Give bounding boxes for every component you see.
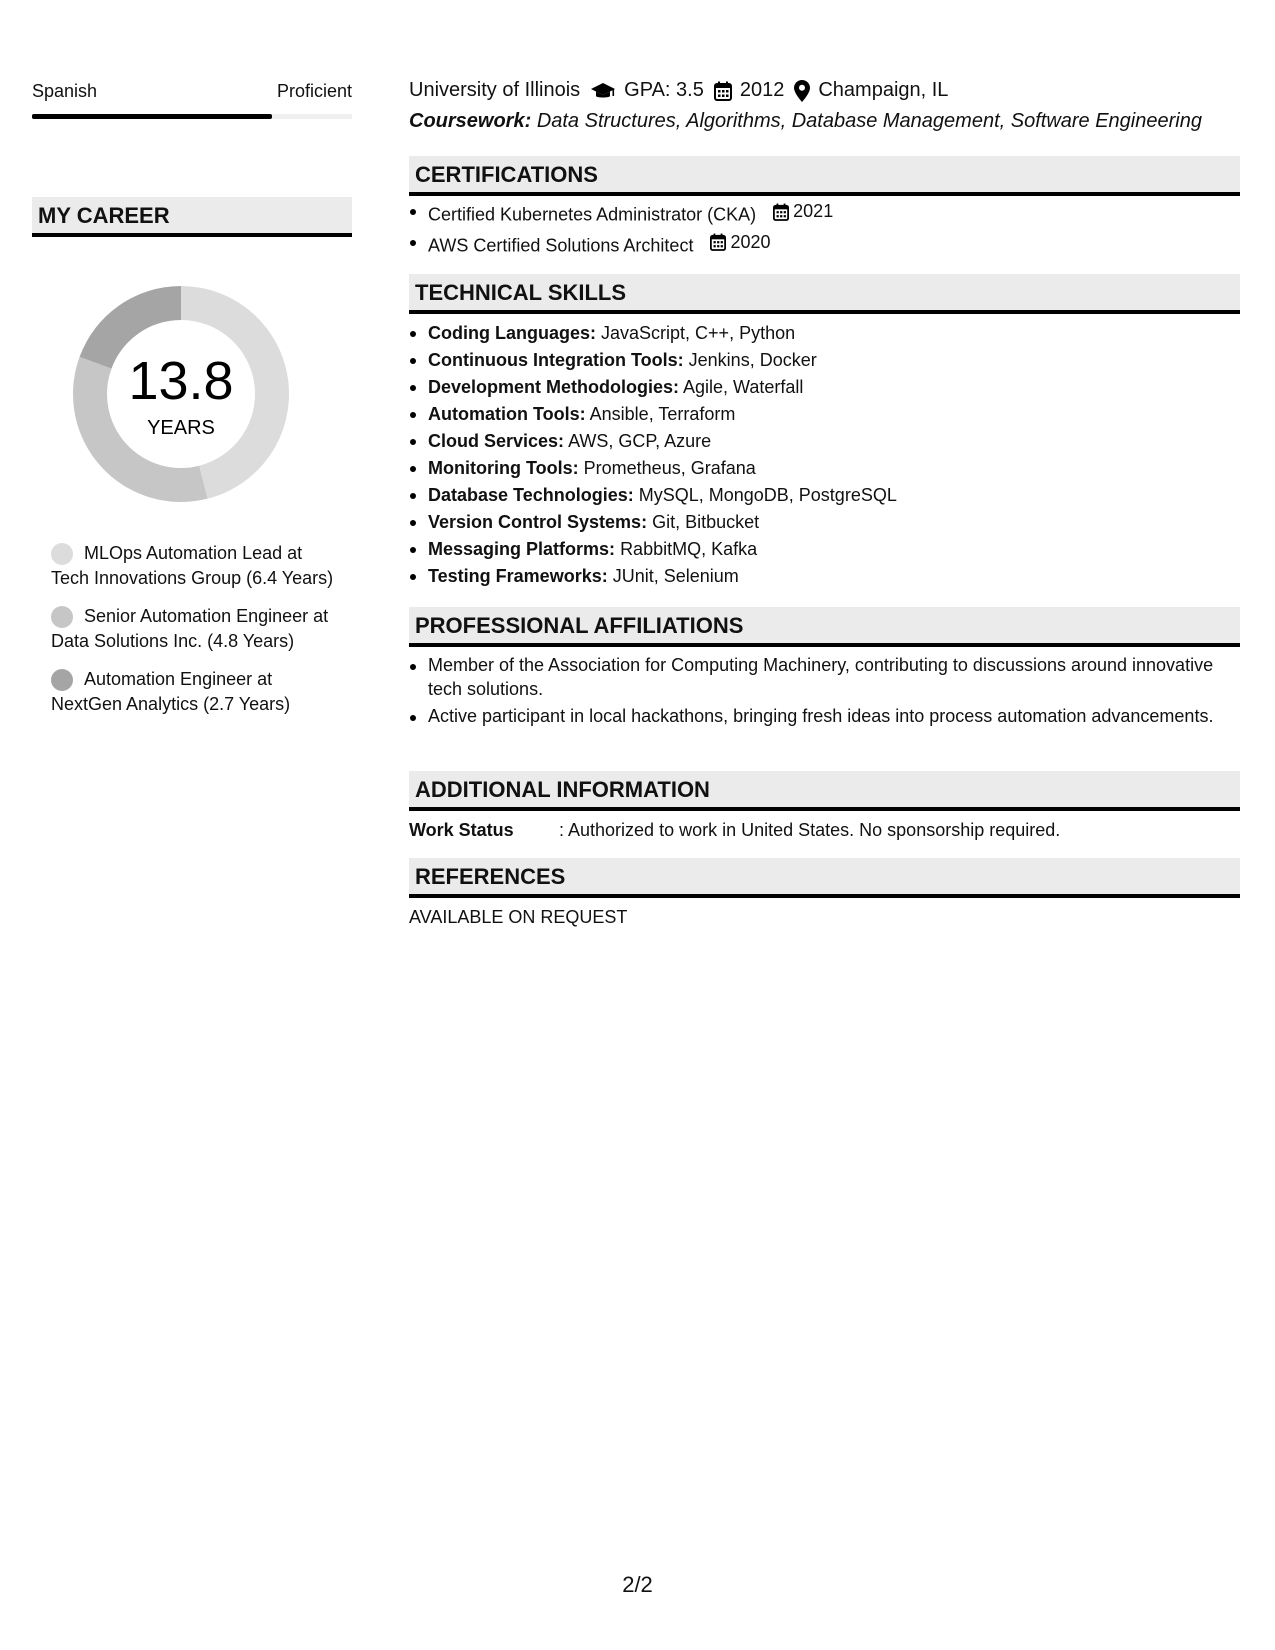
career-role-text: Senior Automation Engineer at Data Solutions Inc. (4.8 Years) bbox=[51, 606, 329, 651]
skill-value: Agile, Waterfall bbox=[683, 377, 804, 397]
certification-year: 2020 bbox=[730, 231, 771, 252]
certification-item bbox=[428, 198, 1240, 229]
skill-value: JavaScript, C++, Python bbox=[601, 323, 796, 343]
career-total-years: 13.8 bbox=[128, 351, 234, 411]
skill-label: Cloud Services: bbox=[428, 431, 565, 451]
affiliations-heading: PROFESSIONAL AFFILIATIONS bbox=[409, 607, 1240, 647]
skill-value: Jenkins, Docker bbox=[688, 350, 817, 370]
skill-label: Monitoring Tools: bbox=[428, 458, 579, 478]
skill-item bbox=[428, 374, 1240, 401]
skill-label: Messaging Platforms: bbox=[428, 539, 616, 559]
skill-label: Version Control Systems: bbox=[428, 512, 648, 532]
work-status-row bbox=[409, 820, 1060, 841]
skill-item bbox=[428, 428, 1240, 455]
language-proficiency-bar bbox=[32, 114, 352, 119]
coursework-line bbox=[409, 110, 1202, 133]
certification-item bbox=[428, 229, 1240, 260]
skill-value: MySQL, MongoDB, PostgreSQL bbox=[638, 485, 897, 505]
skill-label: Automation Tools: bbox=[428, 404, 586, 424]
school-location: Champaign, IL bbox=[818, 79, 949, 101]
work-status-label: Work Status bbox=[409, 820, 514, 840]
skill-label: Continuous Integration Tools: bbox=[428, 350, 684, 370]
skill-item bbox=[428, 482, 1240, 509]
career-years-unit: YEARS bbox=[147, 417, 215, 439]
affiliation-item: Active participant in local hackathons, bringing fresh ideas into process automation advancements. bbox=[428, 704, 1240, 728]
career-legend bbox=[51, 541, 341, 730]
career-donut-chart bbox=[66, 279, 296, 509]
page-number: 2/2 bbox=[622, 1572, 653, 1597]
education-line bbox=[409, 79, 948, 102]
skill-label: Testing Frameworks: bbox=[428, 566, 608, 586]
gpa-text: GPA: 3.5 bbox=[624, 79, 704, 101]
skill-label: Database Technologies: bbox=[428, 485, 634, 505]
skill-item bbox=[428, 536, 1240, 563]
work-status-value: : Authorized to work in United States. No sponsorship required. bbox=[559, 820, 1061, 840]
skill-value: RabbitMQ, Kafka bbox=[620, 539, 758, 559]
certification-date bbox=[710, 229, 770, 256]
skill-item bbox=[428, 347, 1240, 374]
school-name: University of Illinois bbox=[409, 79, 581, 101]
additional-info-heading: ADDITIONAL INFORMATION bbox=[409, 771, 1240, 811]
affiliation-item: Member of the Association for Computing Machinery, contributing to discussions around innovative tech solutions. bbox=[428, 653, 1240, 701]
skill-value: AWS, GCP, Azure bbox=[568, 431, 712, 451]
coursework-list: Data Structures, Algorithms, Database Management, Software Engineering bbox=[536, 110, 1202, 132]
career-role-text: MLOps Automation Lead at Tech Innovations Group (6.4 Years) bbox=[51, 543, 334, 588]
skill-label: Development Methodologies: bbox=[428, 377, 680, 397]
career-legend-item bbox=[51, 604, 341, 654]
skill-item bbox=[428, 563, 1240, 590]
career-heading: MY CAREER bbox=[32, 197, 352, 237]
affiliations-list bbox=[409, 653, 1240, 731]
skill-label: Coding Languages: bbox=[428, 323, 596, 343]
certifications-list bbox=[409, 198, 1240, 259]
skill-item bbox=[428, 401, 1240, 428]
certifications-heading: CERTIFICATIONS bbox=[409, 156, 1240, 196]
certification-year: 2021 bbox=[793, 201, 834, 221]
skill-item bbox=[428, 320, 1240, 347]
technical-skills-heading: TECHNICAL SKILLS bbox=[409, 274, 1240, 314]
calendar-icon bbox=[710, 233, 726, 251]
career-legend-item bbox=[51, 541, 341, 591]
language-proficiency-fill bbox=[32, 114, 272, 119]
legend-dot-icon bbox=[51, 606, 73, 628]
graduation-cap-icon bbox=[590, 81, 616, 101]
certification-name: Certified Kubernetes Administrator (CKA) bbox=[428, 204, 757, 225]
certification-name: AWS Certified Solutions Architect bbox=[428, 235, 694, 255]
calendar-icon bbox=[773, 203, 789, 221]
graduation-year: 2012 bbox=[739, 79, 785, 101]
location-pin-icon bbox=[794, 80, 810, 102]
language-row bbox=[32, 81, 352, 105]
skill-item bbox=[428, 455, 1240, 482]
skill-value: JUnit, Selenium bbox=[612, 566, 739, 586]
career-role-text: Automation Engineer at NextGen Analytics (2.7 Years) bbox=[51, 669, 291, 714]
references-heading: REFERENCES bbox=[409, 858, 1240, 898]
legend-dot-icon bbox=[51, 669, 73, 691]
certification-date bbox=[773, 198, 833, 225]
calendar-icon bbox=[714, 81, 732, 101]
legend-dot-icon bbox=[51, 543, 73, 565]
coursework-label: Coursework: bbox=[409, 110, 532, 132]
skill-item bbox=[428, 509, 1240, 536]
technical-skills-list bbox=[409, 320, 1240, 590]
language-level: Proficient bbox=[276, 81, 352, 101]
references-text: AVAILABLE ON REQUEST bbox=[409, 907, 628, 927]
skill-value: Ansible, Terraform bbox=[589, 404, 736, 424]
skill-value: Prometheus, Grafana bbox=[583, 458, 756, 478]
language-name: Spanish bbox=[32, 81, 98, 101]
skill-value: Git, Bitbucket bbox=[652, 512, 760, 532]
career-legend-item bbox=[51, 667, 341, 717]
